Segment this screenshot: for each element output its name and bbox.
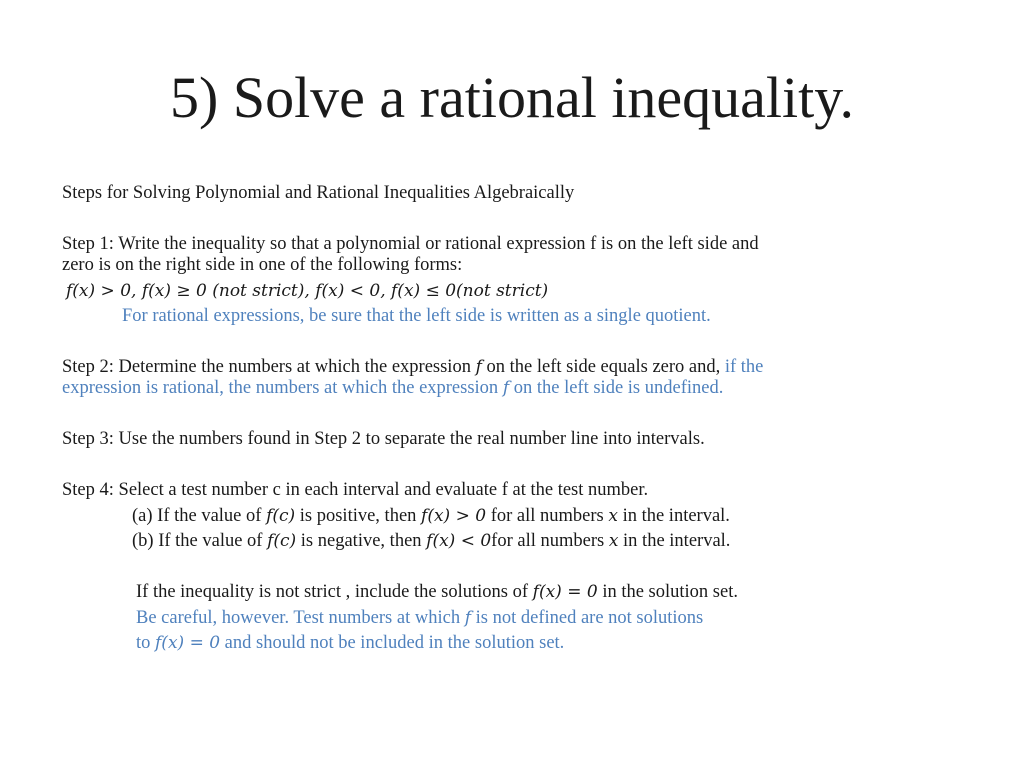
step2-middle: on the left side equals zero and, [481,357,725,377]
step4-a-p4: in the interval. [617,506,730,526]
step2-prefix: Step 2: Determine the numbers at which the expression [62,357,476,377]
step4-a-m3: x [608,506,618,526]
final-line2-m: f [464,608,471,628]
step4-a-m1: f(c) [266,506,296,526]
step4-line1: Step 4: Select a test number c in each interval and evaluate f at the test number. [62,480,649,500]
step4-b-p1: (b) If the value of [132,531,268,551]
final-line2-a: Be careful, however. Test numbers at which [136,608,465,628]
final-line2-b: is not defined are not solutions [471,608,704,628]
step4-a-p1: (a) If the value of [132,506,267,526]
step4-b [132,531,730,552]
step2-var: f [475,357,482,377]
slide-title: 5) Solve a rational inequality. [170,65,854,130]
final-line1-a: If the inequality is not strict , include the solutions of [136,582,533,602]
step4-b-m1: f(c) [267,531,297,551]
step2-line2 [62,378,723,399]
final-line3 [136,633,564,654]
step3-line: Step 3: Use the numbers found in Step 2 to separate the real number line into intervals. [62,429,705,449]
step4-b-m2: f(x) < 0 [426,531,492,551]
step1-note: For rational expressions, be sure that the left side is written as a single quotient. [122,306,711,326]
final-line1 [136,582,738,603]
step4-a [132,506,730,527]
step2-line2-var: f [502,378,510,398]
step4-b-m3: x [608,531,619,551]
step4-b-p4: in the interval. [618,531,731,551]
step2-line2-b: on the left side is undefined. [509,378,724,398]
step1-line1: Step 1: Write the inequality so that a polynomial or rational expression f is on the left side and [62,234,759,254]
final-line1-m: f(x) = 0 [532,582,598,602]
final-line1-b: in the solution set. [597,582,738,602]
final-line3-a: to [136,633,156,653]
final-line3-b: and should not be included in the solution set. [220,633,565,653]
step4-a-m2: f(x) > 0 [421,506,487,526]
step4-b-p2: is negative, then [296,531,427,551]
step4-a-p3: for all numbers [486,506,609,526]
steps-heading: Steps for Solving Polynomial and Rational Inequalities Algebraically [62,183,575,203]
step1-forms: f(x) > 0, f(x) ≥ 0 (not strict), f(x) < 0, f(x) ≤ 0(not strict) [66,281,549,301]
step2-line2-a: expression is rational, the numbers at which the expression [62,378,503,398]
step2-line1 [62,357,763,378]
final-line2 [136,608,703,629]
step1-line2: zero is on the right side in one of the following forms: [62,255,463,275]
step4-a-p2: is positive, then [295,506,422,526]
step4-b-p3: for all numbers [491,531,609,551]
step2-blue-end: if the [724,357,764,377]
final-line3-m: f(x) = 0 [155,633,221,653]
